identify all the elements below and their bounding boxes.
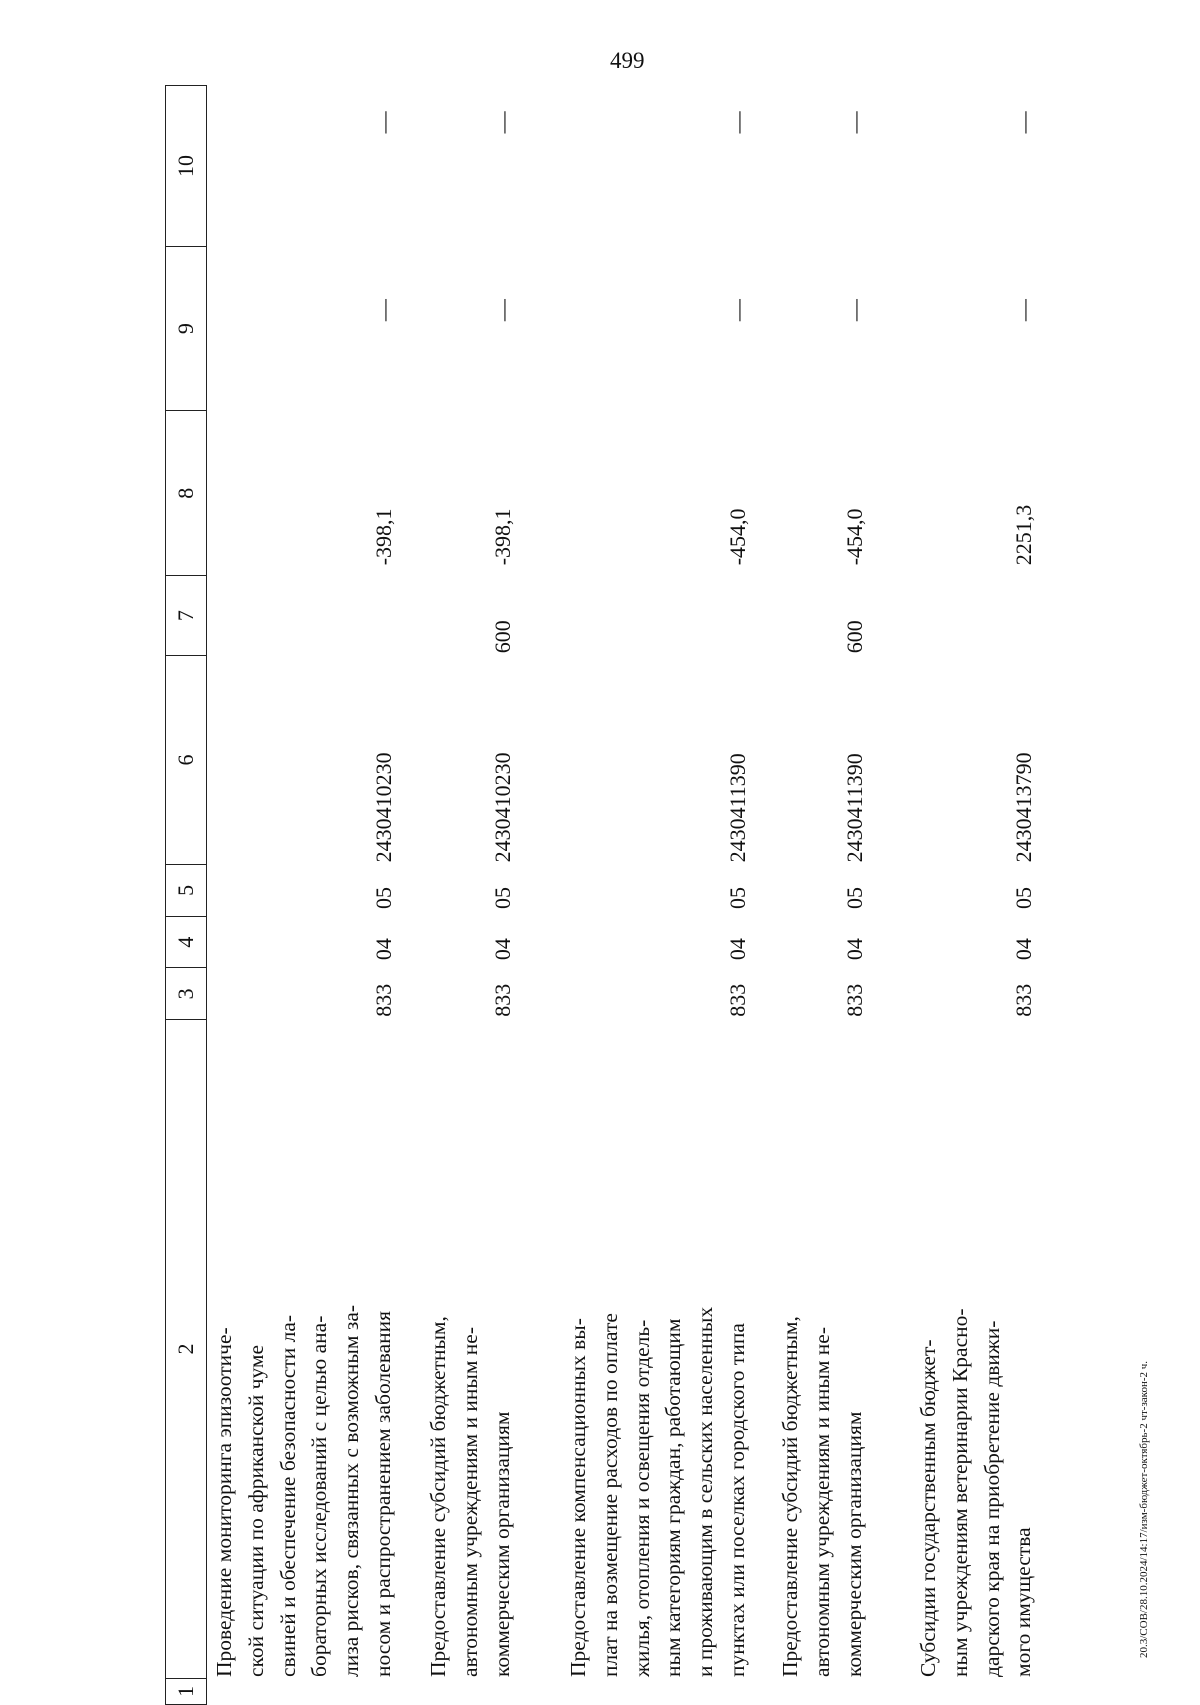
header-col-1: 1 — [166, 1678, 206, 1704]
table-row — [775, 85, 870, 1705]
cell-col-7: 600 — [489, 620, 515, 654]
cell-col-10: — — [370, 111, 396, 134]
cell-col-4: 04 — [724, 938, 750, 961]
cell-col-9: — — [724, 299, 750, 322]
cell-col-10: — — [841, 111, 867, 134]
cell-col-9: — — [489, 299, 515, 322]
row-description: Предоставление компенсационных вы- плат на возмещение расходов по оплате жилья, отопления и освещения отдель- ным категориям граждан, работающим и проживающим в сельских населенных пунктах или поселках городского типа — [566, 1306, 749, 1677]
cell-col-4: 04 — [489, 938, 515, 961]
cell-col-4: 04 — [370, 938, 396, 961]
cell-col-8: -398,1 — [370, 508, 396, 566]
cell-col-10: — — [724, 111, 750, 134]
cell-col-3: 833 — [370, 983, 396, 1017]
header-col-8: 8 — [166, 410, 206, 575]
cell-col-5: 05 — [841, 886, 867, 909]
cell-col-10: — — [489, 111, 515, 134]
row-description: Субсидии государственным бюджет- ным учреждениям ветеринарии Красно- дарского края на приобретение движи- мого имущества — [916, 1308, 1036, 1677]
cell-col-8: -454,0 — [841, 508, 867, 566]
cell-col-6: 2430410230 — [370, 752, 396, 863]
cell-col-3: 833 — [489, 983, 515, 1017]
table-row — [423, 85, 518, 1705]
table-row — [913, 85, 1040, 1705]
cell-col-6: 2430411390 — [724, 753, 750, 863]
cell-col-5: 05 — [1011, 886, 1037, 909]
row-description: Предоставление субсидий бюджетным, автономным учреждениям и иным не- коммерческим организациям — [778, 1316, 866, 1677]
budget-table — [165, 85, 1045, 1705]
header-col-10: 10 — [173, 154, 198, 177]
cell-col-8: -454,0 — [724, 508, 750, 566]
row-description: Проведение мониторинга эпизоотиче- ской ситуации по африканской чуме свиней и обеспечение безопасности ла- бораторных исследований с целью ана- лиза рисков, связанных с возможным за- носом и распространением заболевания — [212, 1304, 395, 1677]
cell-col-3: 833 — [841, 983, 867, 1017]
header-col-4: 4 — [166, 916, 206, 968]
cell-col-6: 2430410230 — [489, 752, 515, 863]
cell-col-8: -398,1 — [489, 508, 515, 566]
cell-col-10: — — [1011, 111, 1037, 134]
header-col-5: 5 — [166, 864, 206, 916]
header-col-9: 9 — [166, 246, 206, 411]
cell-col-6: 2430413790 — [1011, 752, 1037, 863]
cell-col-5: 05 — [489, 886, 515, 909]
cell-col-9: — — [841, 299, 867, 322]
row-description: Предоставление субсидий бюджетным, автономным учреждениям и иным не- коммерческим организациям — [426, 1316, 514, 1677]
table-row — [209, 85, 400, 1705]
header-col-3: 3 — [166, 968, 206, 1020]
cell-col-3: 833 — [1011, 983, 1037, 1017]
page-number: 499 — [610, 48, 645, 73]
header-col-6: 6 — [166, 655, 206, 864]
table-row — [563, 85, 754, 1705]
cell-col-7: 600 — [841, 620, 867, 654]
cell-col-6: 2430411390 — [841, 753, 867, 863]
header-col-7: 7 — [166, 575, 206, 655]
cell-col-9: — — [370, 299, 396, 322]
document-footer-note: 20.3/СОВ/28.10.2024/14:17/изм-бюджет-октябрь-2 чт-закон-2 ч. — [1138, 1360, 1150, 1658]
cell-col-9: — — [1011, 299, 1037, 322]
cell-col-8: 2251,3 — [1011, 504, 1037, 566]
header-col-2: 2 — [166, 1019, 206, 1677]
table-header-row — [165, 85, 207, 1705]
cell-col-4: 04 — [841, 938, 867, 961]
cell-col-5: 05 — [724, 886, 750, 909]
cell-col-3: 833 — [724, 983, 750, 1017]
cell-col-5: 05 — [370, 886, 396, 909]
cell-col-4: 04 — [1011, 938, 1037, 961]
